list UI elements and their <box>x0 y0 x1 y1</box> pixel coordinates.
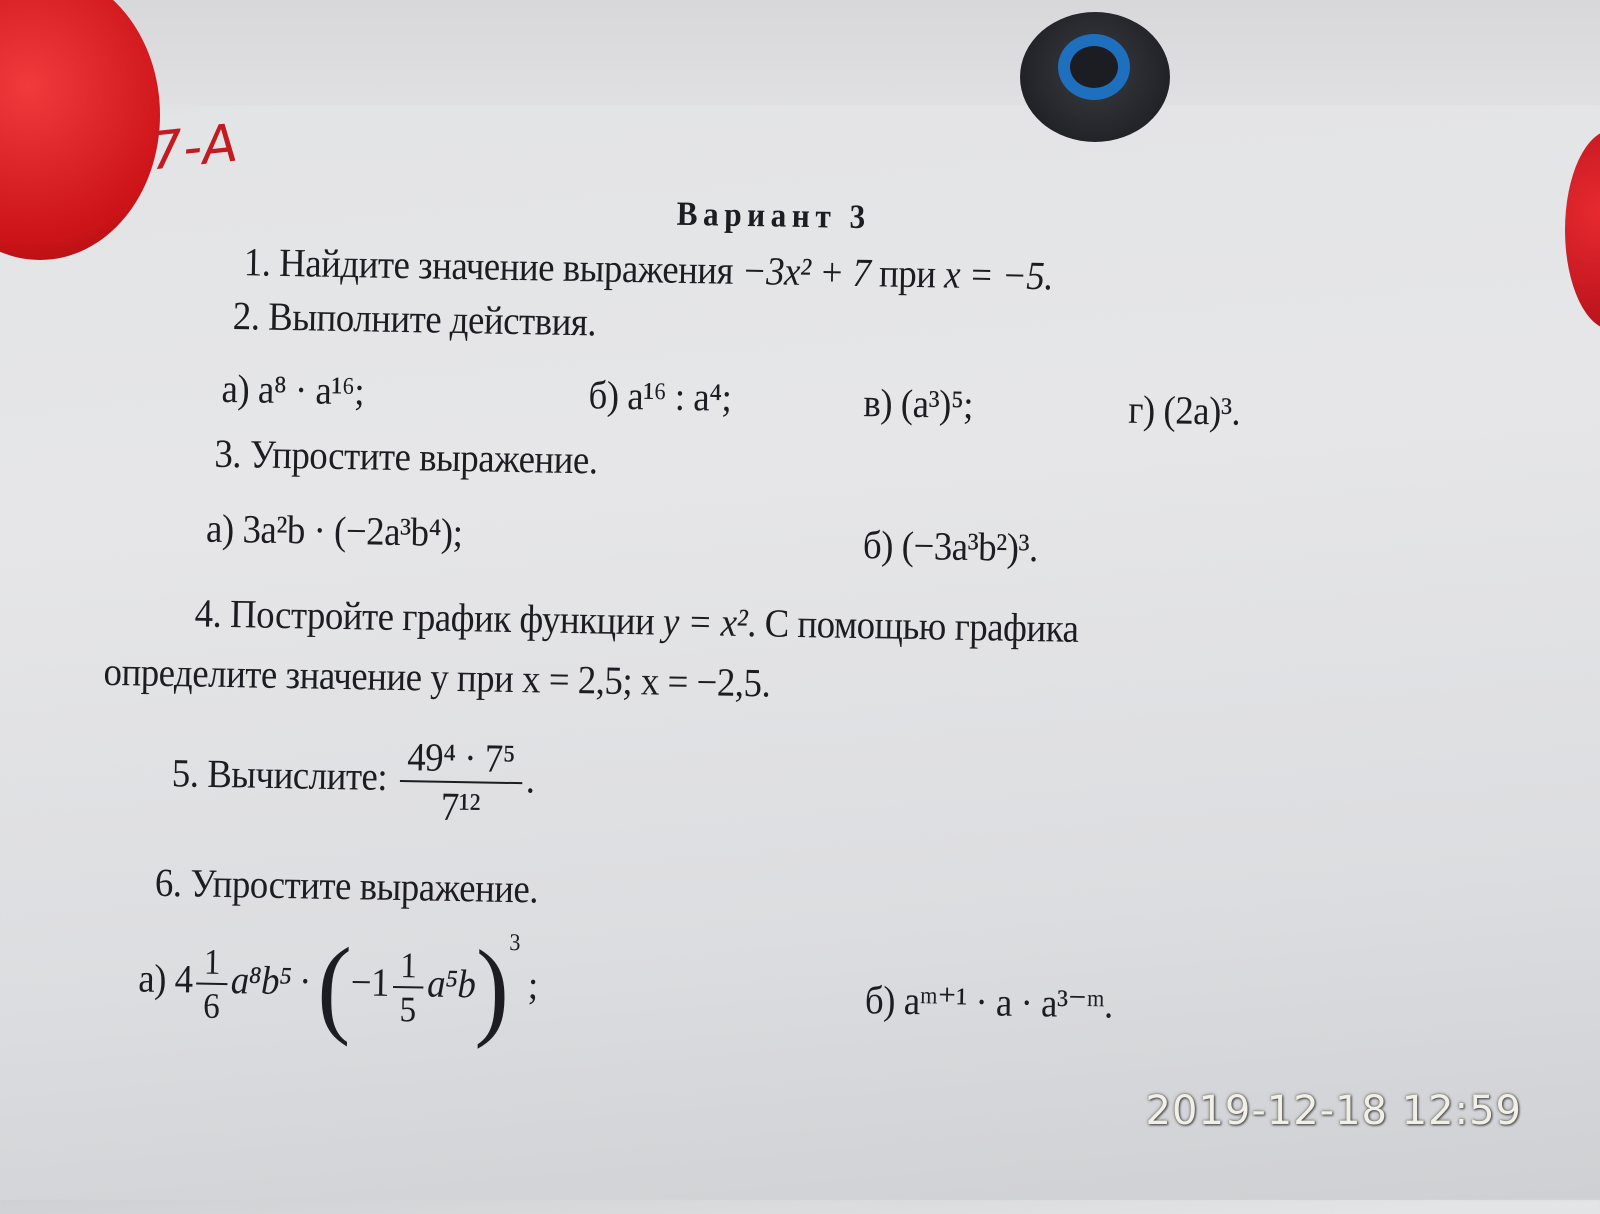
numerator: 1 <box>196 940 228 985</box>
semicolon: ; <box>527 962 539 1008</box>
task-2a: а) a⁸ · a¹⁶; <box>221 365 365 414</box>
task-5 <box>171 729 535 831</box>
task-4-function: y = x² <box>662 598 748 646</box>
whole-part: 4 <box>174 956 194 1002</box>
task-5-end: . <box>525 756 535 802</box>
denominator: 5 <box>399 988 417 1030</box>
task-2b: б) a¹⁶ : a⁴; <box>588 372 732 420</box>
power: 3 <box>509 929 521 957</box>
task-1-condition: x = −5. <box>943 251 1054 299</box>
task-4-text-end: . С помощью графика <box>746 600 1079 651</box>
right-paren: ) <box>474 927 510 1050</box>
task-1-text: 1. Найдите значение выражения <box>243 239 734 293</box>
handwritten-note: 7-А <box>147 113 241 183</box>
fraction <box>392 944 424 1031</box>
variant-title: Вариант 3 <box>676 195 872 237</box>
task-5-denominator: 7¹² <box>440 783 481 830</box>
task-3a: а) 3a²b · (−2a³b⁴); <box>205 505 463 556</box>
task-3-text: 3. Упростите выражение. <box>214 430 599 483</box>
numerator: 1 <box>393 944 425 989</box>
task-1 <box>243 238 1053 299</box>
task-6a <box>137 924 539 1050</box>
task-5-numerator: 49⁴ · 7⁵ <box>400 733 523 784</box>
variables: a⁵b <box>426 960 476 1007</box>
task-2g: г) (2a)³. <box>1127 386 1241 434</box>
task-6-text: 6. Упростите выражение. <box>154 859 539 912</box>
photo-timestamp: 2019-12-18 12:59 <box>1145 1088 1522 1134</box>
task-4-line-1 <box>194 589 1079 651</box>
task-4-line-2: определите значение y при x = 2,5; x = −2,5. <box>103 648 771 706</box>
fraction <box>195 940 227 1027</box>
variables: a⁸b⁵ · <box>230 957 310 1004</box>
left-paren: ( <box>316 924 352 1048</box>
task-2v: в) (a³)⁵; <box>863 380 974 427</box>
denominator: 6 <box>202 985 220 1026</box>
task-1-at: при <box>878 250 936 297</box>
task-5-fraction <box>399 733 523 831</box>
task-6a-label: а) <box>137 955 167 1001</box>
task-5-text: 5. Вычислите: <box>171 750 388 800</box>
task-2-text: 2. Выполните действия. <box>232 293 597 345</box>
task-1-expression: −3x² + 7 <box>741 247 871 296</box>
task-4-text: 4. Постройте график функции <box>194 590 655 644</box>
task-6b: б) aᵐ⁺¹ · a · a³⁻ᵐ. <box>864 977 1114 1027</box>
task-3b: б) (−3a³b²)³. <box>862 522 1039 571</box>
whole-part: −1 <box>350 959 390 1005</box>
